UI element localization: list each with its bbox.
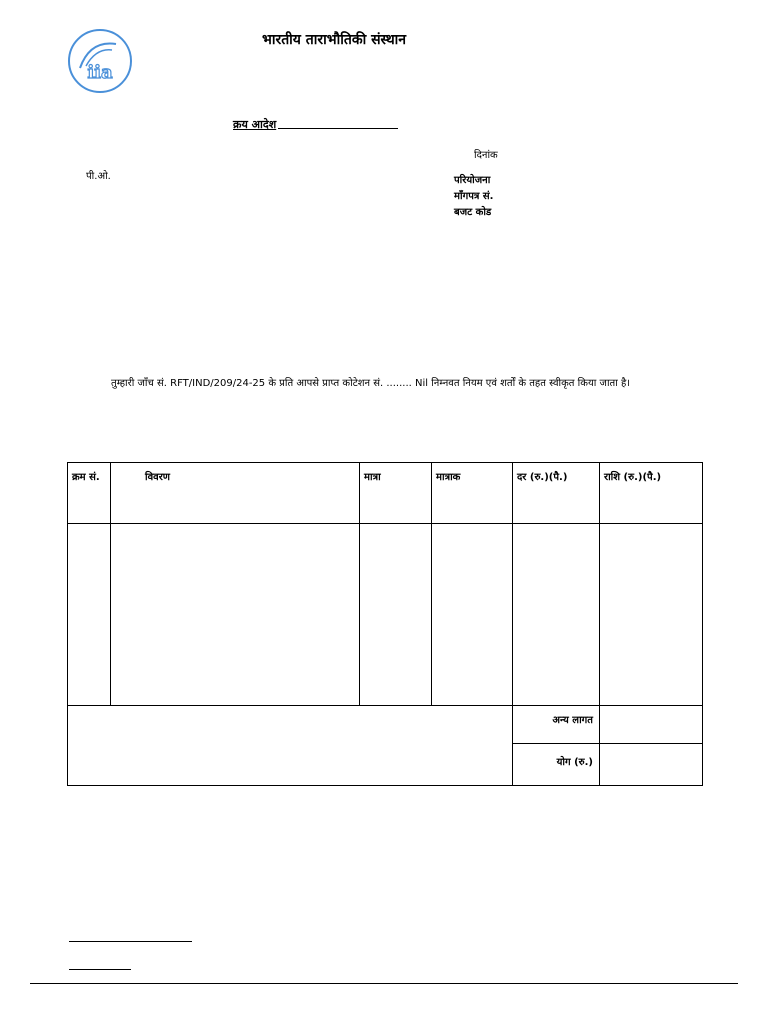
total-value bbox=[600, 744, 703, 786]
table-row bbox=[68, 524, 703, 706]
po-number-line bbox=[278, 128, 398, 129]
project-label: परियोजना bbox=[454, 175, 491, 186]
cell-rate bbox=[513, 524, 600, 706]
cell-serial bbox=[68, 524, 111, 706]
budget-code-label: बजट कोड bbox=[454, 207, 492, 218]
header-rate: दर (रु.)(पै.) bbox=[513, 463, 600, 524]
footnote-line bbox=[69, 969, 131, 970]
cell-amount bbox=[600, 524, 703, 706]
other-cost-label: अन्य लागत bbox=[513, 706, 600, 744]
other-cost-row bbox=[68, 706, 703, 744]
remarks-cell bbox=[68, 706, 513, 786]
institute-logo bbox=[66, 28, 134, 94]
signature-line bbox=[69, 941, 192, 942]
other-cost-value bbox=[600, 706, 703, 744]
indent-number-label: माँगपत्र सं. bbox=[454, 191, 494, 202]
date-label: दिनांक bbox=[474, 150, 498, 161]
intro-text: तुम्हारी जाँच सं. RFT/IND/209/24-25 के प्रति आपसे प्राप्त कोटेशन सं. ........ Nil निम्नवत नियम एवं शर्तों के तहत स्वीकृत किया जाता है। bbox=[111, 378, 631, 389]
header-serial: क्रम सं. bbox=[68, 463, 111, 524]
header-description: विवरण bbox=[111, 463, 360, 524]
items-table bbox=[67, 462, 703, 786]
institute-name: भारतीय ताराभौतिकी संस्थान bbox=[262, 32, 407, 48]
cell-description bbox=[111, 524, 360, 706]
intro-paragraph bbox=[83, 375, 643, 393]
po-label: पी.ओ. bbox=[86, 171, 111, 182]
logo-lettering: iia bbox=[87, 62, 113, 83]
cell-unit bbox=[432, 524, 513, 706]
footer-rule bbox=[30, 983, 738, 984]
cell-quantity bbox=[360, 524, 432, 706]
table-header-row bbox=[68, 463, 703, 524]
header-quantity: मात्रा bbox=[360, 463, 432, 524]
total-label: योग (रु.) bbox=[513, 744, 600, 786]
header-amount: राशि (रु.)(पै.) bbox=[600, 463, 703, 524]
header-unit: मात्राक bbox=[432, 463, 513, 524]
purchase-order-title: क्रय आदेश bbox=[233, 118, 277, 131]
